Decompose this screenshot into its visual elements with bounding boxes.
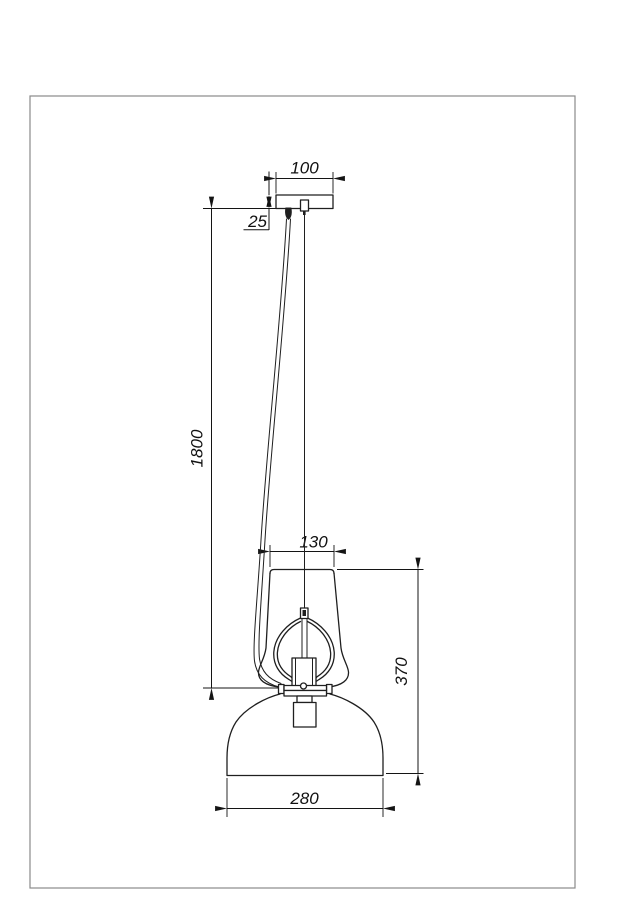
dimension-canopy-width [276,159,333,194]
flange-nipple [297,696,312,703]
socket-housing [294,703,317,728]
dim-label-shade-top-width: 130 [299,532,328,552]
cord-grip [285,208,292,221]
dimension-shade-body-height [337,570,424,774]
dimension-shade-bottom-width [227,778,383,817]
lamp-socket [292,658,316,687]
dim-label-canopy-height: 25 [248,212,267,231]
dimension-suspension-length [188,209,282,689]
wire-connector [301,200,309,215]
dim-label-suspension-length: 1800 [187,429,207,468]
dim-label-canopy-width: 100 [290,158,319,178]
bulb-connector [301,608,309,619]
sheet-border [30,96,575,888]
power-cord [254,219,290,687]
dimension-shade-top-width [270,533,334,568]
dim-label-shade-body-height: 370 [392,657,411,686]
flange-screw [301,683,307,689]
mounting-flange [279,683,333,727]
socket-stem [302,619,307,659]
dim-label-shade-bottom-width: 280 [290,789,319,808]
dimension-canopy-height [244,172,270,232]
